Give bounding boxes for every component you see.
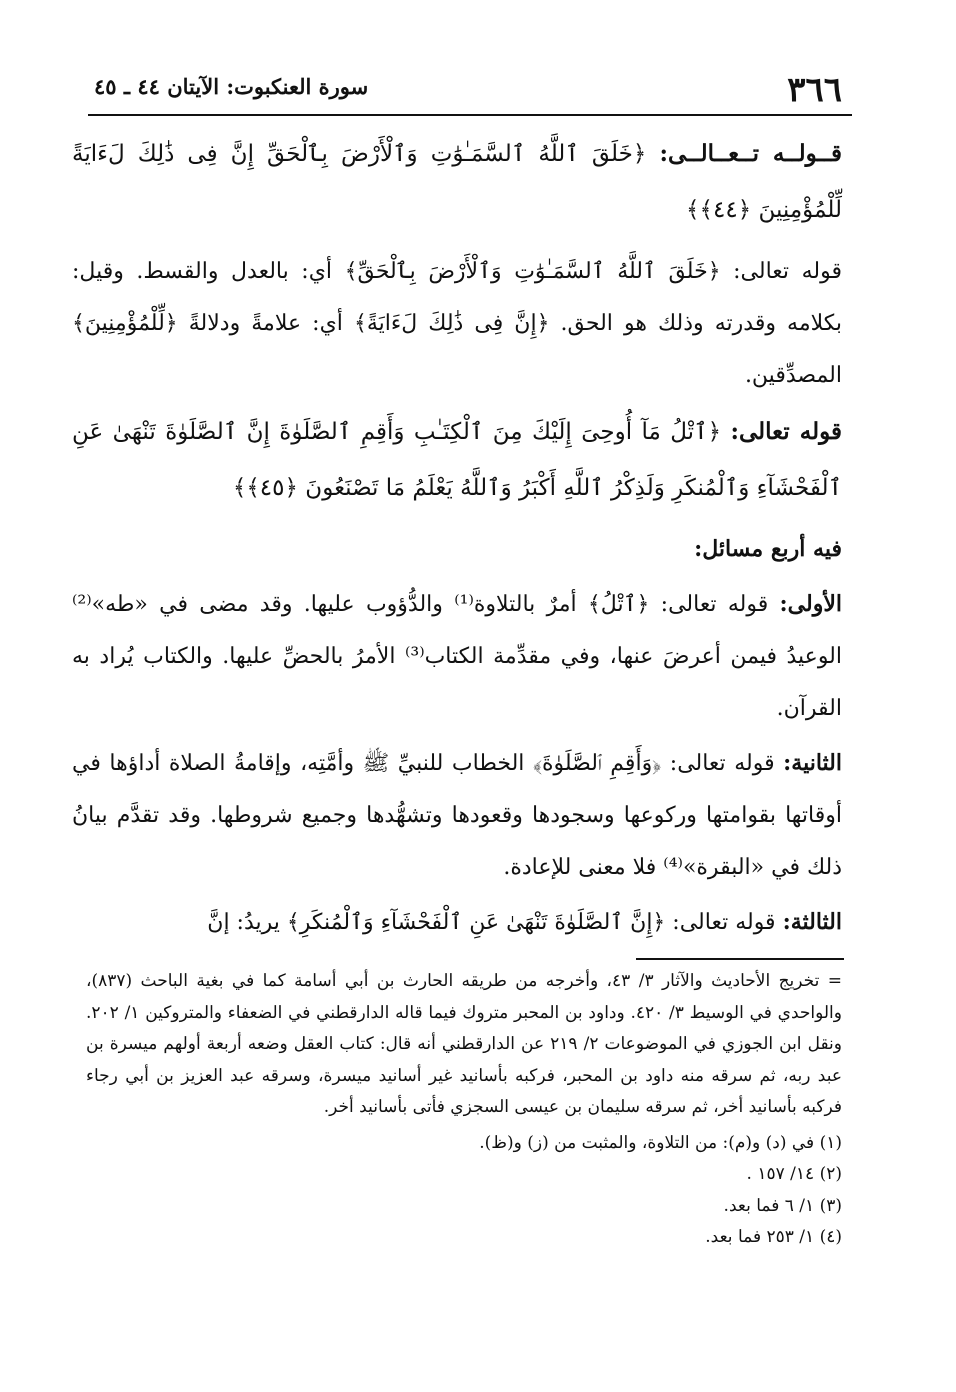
verse-lead: قــولــه تــعــالــى: bbox=[659, 140, 842, 167]
issue-third bbox=[72, 896, 842, 949]
running-title: سورة العنكبوت: الآيتان ٤٤ ـ ٤٥ bbox=[94, 74, 369, 99]
footnote-1: (١) في (د) و(م): من التلاوة، والمثبت من (ز) و(ظ). bbox=[479, 1132, 842, 1153]
footnote-2: (٢) ١٤/ ١٥٧ . bbox=[746, 1164, 842, 1184]
footnotes bbox=[86, 966, 842, 1254]
issue-label: الثانية: bbox=[783, 750, 842, 776]
page-header bbox=[88, 66, 852, 116]
footnote-continuation: = تخريج الأحاديث والآثار ٣/ ٤٣، وأخرجه من طريقه الحارث بن أبي أسامة كما في بغية الباحث (٨٣٧)، والواحدي في الوسيط ٣/ ٤٢٠. وداود بن المحبر متروك فيما قاله الدارقطني في الضعفاء والمتروكين ١/ ٢٠٢. ونقل ابن الجوزي في الموضوعات ٢/ ٢١٩ عن الدارقطني أنه قال: كتاب العقل وضعه أربعة أولهم ميسرة بن عبد ربه، ثم سرقه منه داود بن المحبر، فركبه بأسانيد غير أسانيد ميسرة، وسرقه عبد العزيز بن أبي رجاء فركبه بأسانيد أخر، ثم سرقه سليمان بن عيسى السجزي فأتى بأسانيد أخر. bbox=[86, 971, 843, 1117]
commentary-paragraph-44 bbox=[72, 246, 842, 402]
issue-second bbox=[72, 737, 842, 894]
issue-text: قوله تعالى: ﴿وَأَقِمِ ٱلصَّلَوٰةَ﴾ الخطاب للنبيِّ ﷺ وأمَّتِه، وإقامةُ الصلاة أداؤها في أوقاتها بقوامتها وركوعها وسجودها وقعودها وتشهُّدها وجميع شروطها. وقد تقدَّم بيانُ ذلك في «البقرة»⁽⁴⁾ فلا معنى للإعادة. bbox=[72, 751, 842, 880]
quran-verse-44: ﴿خَلَقَ ٱللَّهُ ٱلسَّمَـٰوَٰتِ وَٱلْأَرْضَ بِٱلْحَقِّ إِنَّ فِى ذَٰلِكَ لَءَايَةً لِّلْمُؤْمِنِينَ ﴿٤٤﴾﴾ bbox=[72, 141, 842, 223]
main-text bbox=[72, 126, 842, 951]
verse-paragraph-44 bbox=[72, 126, 842, 238]
verse-paragraph-45 bbox=[72, 404, 842, 516]
issue-text: قوله تعالى: ﴿إِنَّ ٱلصَّلَوٰةَ تَنْهَىٰ عَنِ ٱلْفَحْشَآءِ وَٱلْمُنكَرِ﴾ يريدُ: إنَّ bbox=[207, 910, 776, 935]
verse-lead: قوله تعالى: bbox=[730, 418, 842, 445]
quran-verse-45: ﴿ٱتْلُ مَآ أُوحِىَ إِلَيْكَ مِنَ ٱلْكِتَـٰبِ وَأَقِمِ ٱلصَّلَوٰةَ إِنَّ ٱلصَّلَوٰةَ تَنْهَىٰ عَنِ ٱلْفَحْشَآءِ وَٱلْمُنكَرِ وَلَذِكْرُ ٱللَّهِ أَكْبَرُ وَٱللَّهُ يَعْلَمُ مَا تَصْنَعُونَ ﴿٤٥﴾﴾ bbox=[72, 419, 842, 501]
footnote-4: (٤) ١/ ٢٥٣ فما بعد. bbox=[705, 1227, 842, 1247]
page-number: ٣٦٦ bbox=[787, 70, 842, 110]
issue-text: قوله تعالى: ﴿ٱتْلُ﴾ أمرٌ بالتلاوة⁽¹⁾ والدُّؤوب عليها. وقد مضى في «طه»⁽²⁾ الوعيدُ فيمن أعرضَ عنها، وفي مقدِّمة الكتاب⁽³⁾ الأمرُ بالحضِّ عليها. والكتاب يُراد به القرآن. bbox=[72, 592, 842, 721]
section-heading: فيه أربع مسائل: bbox=[694, 536, 842, 562]
commentary-text: قوله تعالى: ﴿خَلَقَ ٱللَّهُ ٱلسَّمَـٰوَٰتِ وَٱلْأَرْضَ بِٱلْحَقِّ﴾ أي: بالعدل والقسط. وقيل: بكلامه وقدرته وذلك هو الحق. ﴿إِنَّ فِى ذَٰلِكَ لَءَايَةً﴾ أي: علامةً ودلالةً ﴿لِّلْمُؤْمِنِينَ﴾ المصدِّقين. bbox=[72, 259, 842, 388]
issue-label: الثالثة: bbox=[782, 909, 842, 935]
footnote-divider bbox=[636, 958, 844, 960]
issue-first bbox=[72, 578, 842, 735]
footnote-3: (٣) ١/ ٦ فما بعد. bbox=[723, 1195, 842, 1216]
issue-label: الأولى: bbox=[779, 591, 842, 617]
